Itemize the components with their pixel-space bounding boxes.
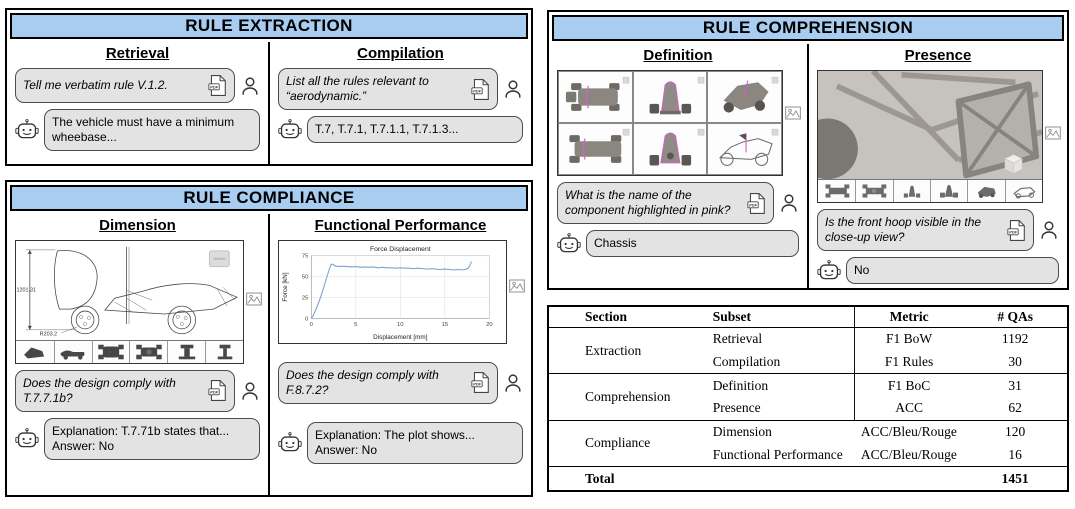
presence-media: [817, 70, 1059, 203]
pdf-icon: [208, 379, 227, 402]
user-question-text: What is the name of the component highlighted in pink?: [565, 188, 731, 217]
dimension-heading: Dimension: [99, 217, 176, 234]
robot-icon: [278, 432, 302, 454]
compilation-column: [268, 42, 531, 164]
section-cell: Extraction: [585, 342, 642, 358]
svg-text:0: 0: [309, 322, 313, 329]
robot-icon: [817, 260, 841, 282]
table-group-extraction: [548, 328, 1068, 374]
bot-answer-text: The vehicle must have a minimum wheebase...: [52, 115, 235, 144]
highlighted-component-grid: [557, 70, 783, 176]
qa-count-cell: 120: [1005, 424, 1026, 440]
vehicle-view-top: [558, 123, 633, 175]
chassis-closeup-render: [817, 70, 1043, 203]
bot-message-row: [278, 116, 523, 143]
user-message-row: [278, 362, 523, 404]
svg-text:50: 50: [301, 274, 309, 281]
table-group-comprehension: [548, 374, 1068, 420]
svg-text:PDF: PDF: [210, 389, 219, 395]
vehicle-view-front: [633, 71, 708, 123]
col-header-metric: Metric: [854, 306, 963, 328]
rule-comprehension-body: [549, 44, 1067, 288]
retrieval-column: [7, 42, 268, 164]
rule-compliance-header: [10, 185, 528, 211]
subset-cell: Definition: [712, 377, 769, 393]
vehicle-view-top: [558, 71, 633, 123]
dimension-media: [15, 240, 260, 364]
image-icon: [785, 106, 801, 125]
bot-message-row: [557, 230, 799, 257]
functional-performance-column: [268, 214, 531, 495]
metric-cell: F1 BoC: [854, 374, 963, 397]
user-message-row: [278, 68, 523, 110]
presence-column: [807, 44, 1067, 288]
bot-answer-text: Answer: No: [315, 442, 378, 457]
svg-text:20: 20: [486, 322, 493, 329]
rule-extraction-panel: [5, 8, 533, 166]
chart-x-axis-label: Displacement [mm]: [373, 333, 428, 341]
svg-text:5: 5: [354, 322, 358, 329]
robot-icon: [15, 428, 39, 450]
subset-cell: Dimension: [712, 424, 772, 440]
component-thumbnail: [16, 341, 54, 363]
user-question-bubble: [278, 68, 498, 110]
bot-answer-bubble: [44, 418, 260, 460]
force-displacement-series: [311, 262, 471, 319]
user-message-row: [817, 209, 1059, 251]
user-question-bubble: [278, 362, 498, 404]
bot-answer-text: Answer: No: [52, 438, 115, 453]
robot-icon: [278, 119, 302, 141]
user-message-row: [557, 182, 799, 224]
bot-explanation-text: Explanation: T.7.71b states that...: [52, 423, 230, 438]
vehicle-thumbnail: [855, 180, 892, 202]
dataset-statistics-table-wrap: [547, 305, 1069, 492]
vehicle-thumbnail: [1005, 180, 1042, 202]
bot-message-row: [278, 422, 523, 464]
user-question-text: Is the front hoop visible in the close-up view?: [825, 215, 982, 245]
image-icon: [509, 279, 525, 298]
chassis-render-svg: [818, 71, 1042, 179]
rule-extraction-body: [7, 42, 531, 164]
svg-text:PDF: PDF: [210, 84, 219, 90]
component-thumbnail: [54, 341, 92, 363]
component-thumbnail: [167, 341, 205, 363]
rule-comprehension-title: RULE COMPREHENSION: [702, 18, 914, 37]
bot-explanation-text: Explanation: The plot shows...: [315, 427, 475, 442]
qa-count-cell: 16: [1008, 446, 1022, 462]
dimension-column: [7, 214, 268, 495]
vehicle-thumbnail: [893, 180, 930, 202]
rule-extraction-header: [10, 13, 528, 39]
rule-extraction-title: RULE EXTRACTION: [185, 16, 353, 35]
vehicle-view-front: [633, 123, 708, 175]
user-message-row: [15, 68, 260, 103]
svg-text:PDF: PDF: [1009, 229, 1018, 235]
subset-cell: Compilation: [712, 354, 781, 370]
user-question-bubble: [15, 68, 235, 103]
bot-answer-text: T.7, T.7.1, T.7.1.1, T.7.1.3...: [315, 122, 459, 136]
bot-message-row: [15, 109, 260, 151]
image-icon: [1045, 126, 1061, 145]
chart-y-axis-label: Force [kN]: [281, 272, 289, 302]
user-icon: [503, 372, 523, 394]
user-icon: [779, 192, 799, 214]
col-header-section: Section: [585, 309, 627, 324]
chart-media: [278, 240, 523, 344]
chart-title: Force Displacement: [369, 245, 431, 253]
user-message-row: [15, 370, 260, 412]
vehicle-thumbnail-strip: [818, 179, 1042, 202]
force-displacement-chart-svg: [280, 242, 505, 342]
svg-text:10: 10: [397, 322, 404, 329]
qa-count-cell: 31: [1008, 377, 1022, 393]
user-icon: [503, 78, 523, 100]
component-thumbnail: [92, 341, 130, 363]
component-thumbnail: [205, 341, 243, 363]
pdf-icon: [747, 192, 766, 215]
height-dimension-label: 1201.31: [16, 287, 37, 294]
user-question-text: Does the design comply with T.7.7.1b?: [23, 375, 176, 405]
definition-media: [557, 70, 799, 176]
rule-compliance-title: RULE COMPLIANCE: [183, 188, 355, 207]
vehicle-thumbnail: [818, 180, 855, 202]
rule-comprehension-panel: [547, 10, 1069, 290]
user-question-bubble: [15, 370, 235, 412]
table-total-row: [548, 467, 1068, 491]
bot-answer-bubble: [307, 116, 523, 143]
definition-column: [549, 44, 807, 288]
svg-text:15: 15: [441, 322, 449, 329]
pdf-icon: [1007, 219, 1026, 242]
pdf-icon: [471, 371, 490, 394]
qa-count-cell: 1192: [1001, 331, 1029, 347]
metric-cell: F1 BoW: [854, 328, 963, 351]
bot-answer-text: No: [854, 263, 870, 278]
bot-answer-bubble: [586, 230, 799, 257]
metric-cell: F1 Rules: [854, 351, 963, 374]
user-icon: [1039, 219, 1059, 241]
retrieval-heading: Retrieval: [105, 45, 170, 62]
user-question-bubble: [817, 209, 1034, 251]
component-thumbnail: [129, 341, 167, 363]
chart-axes-and-series: [302, 254, 494, 328]
bot-answer-bubble: [44, 109, 260, 151]
total-label-cell: Total: [585, 470, 615, 486]
user-question-text: Tell me verbatim rule V.1.2.: [23, 78, 168, 92]
component-thumbnail-strip: [16, 340, 243, 363]
metric-cell: ACC/Bleu/Rouge: [860, 446, 957, 462]
svg-text:0: 0: [305, 316, 309, 323]
pdf-icon: [208, 74, 227, 97]
qa-count-cell: 62: [1008, 400, 1022, 416]
definition-heading: Definition: [643, 47, 713, 64]
user-icon: [240, 75, 260, 97]
robot-icon: [15, 119, 39, 141]
subset-cell: Presence: [712, 400, 761, 416]
compilation-heading: Compilation: [357, 45, 444, 62]
rule-compliance-panel: [5, 180, 533, 497]
svg-text:PDF: PDF: [749, 201, 758, 207]
vehicle-thumbnail: [967, 180, 1004, 202]
user-question-bubble: [557, 182, 774, 224]
user-question-text: Does the design comply with F.8.7.2?: [286, 367, 439, 397]
cube-icon: [1005, 155, 1022, 174]
user-question-text: List all the rules relevant to “aerodynamic.”: [286, 74, 429, 103]
svg-text:75: 75: [301, 253, 309, 260]
robot-icon: [557, 233, 581, 255]
col-header-subset: Subset: [712, 309, 751, 324]
bot-answer-bubble: [307, 422, 523, 464]
table-header-row: [548, 306, 1068, 328]
table-row: [548, 374, 1068, 397]
svg-text:PDF: PDF: [473, 87, 482, 93]
section-cell: Compliance: [585, 435, 651, 451]
metric-cell: ACC/Bleu/Rouge: [860, 424, 957, 440]
col-header-qas: # QAs: [997, 309, 1033, 324]
vehicle-view-side-wireframe: [707, 123, 782, 175]
vehicle-thumbnail: [930, 180, 967, 202]
metric-cell: ACC: [854, 397, 963, 420]
bot-message-row: [15, 418, 260, 460]
vehicle-dimension-drawing: [15, 240, 244, 364]
vehicle-view-iso: [707, 71, 782, 123]
bot-answer-text: Chassis: [594, 236, 637, 250]
subset-cell: Retrieval: [712, 331, 763, 347]
table-row: [548, 420, 1068, 443]
rule-compliance-body: [7, 214, 531, 495]
presence-heading: Presence: [904, 47, 972, 64]
functional-performance-heading: Functional Performance: [314, 217, 487, 234]
total-value-cell: 1451: [1001, 470, 1029, 486]
section-cell: Comprehension: [585, 389, 671, 405]
bot-answer-bubble: [846, 257, 1059, 284]
table-row: [548, 328, 1068, 351]
image-icon: [246, 292, 262, 311]
subset-cell: Functional Performance: [712, 446, 843, 462]
svg-text:25: 25: [301, 295, 309, 302]
svg-text:PDF: PDF: [473, 381, 482, 387]
bot-message-row: [817, 257, 1059, 284]
force-displacement-chart: [278, 240, 507, 344]
table-group-compliance: [548, 420, 1068, 466]
rule-comprehension-header: [552, 15, 1064, 41]
qa-count-cell: 30: [1008, 354, 1022, 370]
dataset-statistics-table: [547, 305, 1069, 492]
car-side-view-drawing: [16, 241, 243, 340]
radius-dimension-label: R203.2: [39, 331, 58, 338]
pdf-icon: [471, 78, 490, 101]
user-icon: [240, 380, 260, 402]
